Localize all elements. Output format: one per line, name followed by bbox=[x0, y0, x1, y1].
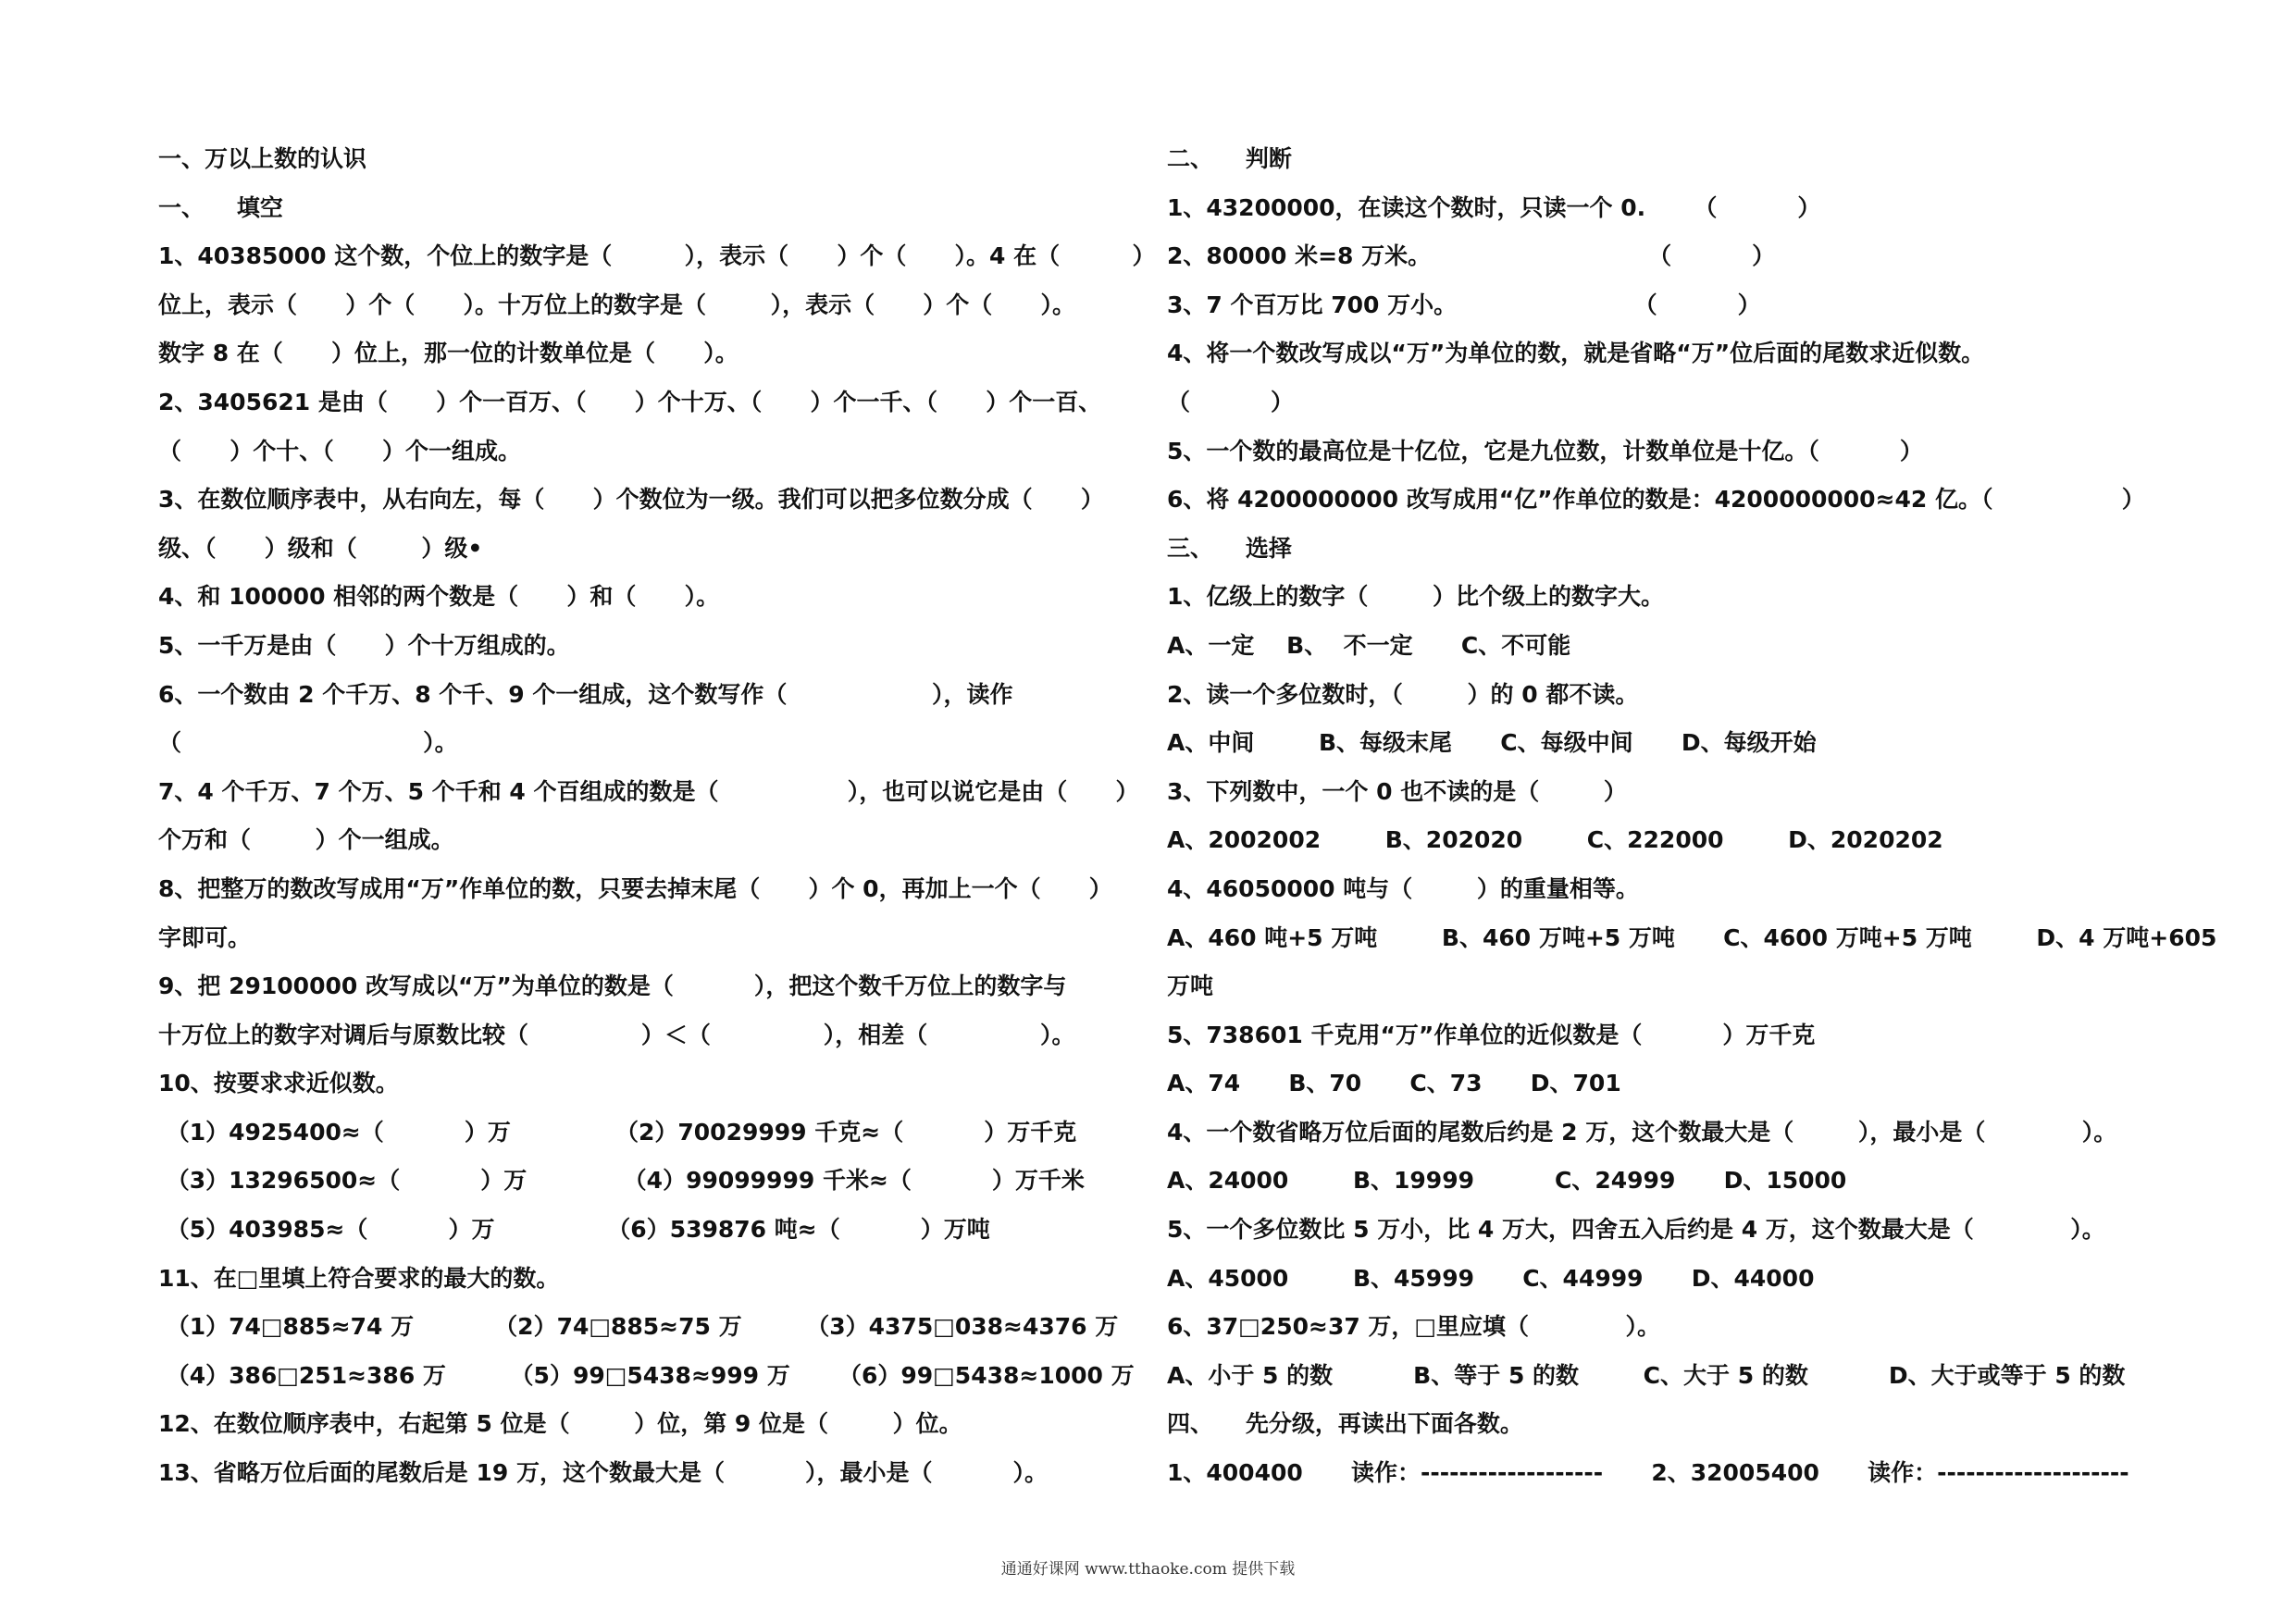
right-column-line: A、74 B、70 C、73 D、701 bbox=[1167, 1070, 1621, 1097]
left-column-line: 位上，表示（ ）个（ ）。十万位上的数字是（ ），表示（ ）个（ ）。 bbox=[158, 291, 1076, 318]
left-column-line: 12、在数位顺序表中，右起第 5 位是（ ）位，第 9 位是（ ）位。 bbox=[158, 1410, 962, 1438]
left-column-line: 1、40385000 这个数，个位上的数字是（ ），表示（ ）个（ ）。4 在（ ） bbox=[158, 242, 1156, 270]
right-column-line: 万吨 bbox=[1167, 973, 1214, 1000]
right-column-line: 1、43200000，在读这个数时，只读一个 0. （ ） bbox=[1167, 193, 1821, 221]
left-column-line: 一、万以上数的认识 bbox=[158, 145, 367, 172]
left-column-line: 数字 8 在（ ）位上，那一位的计数单位是（ ）。 bbox=[158, 340, 738, 367]
right-column-line: 6、37□250≈37 万，□里应填（ ）。 bbox=[1167, 1313, 1660, 1341]
right-column-line: 2、读一个多位数时，（ ）的 0 都不读。 bbox=[1167, 680, 1639, 708]
right-column-line: 6、将 4200000000 改写成用“亿”作单位的数是：4200000000≈42 亿。（ ） bbox=[1167, 486, 2145, 514]
left-column bbox=[158, 135, 1156, 1498]
left-column-line: 字即可。 bbox=[158, 923, 252, 951]
right-column-line: 3、7 个百万比 700 万小。 （ ） bbox=[1167, 291, 1761, 318]
right-column-line: 5、一个数的最高位是十亿位，它是九位数，计数单位是十亿。（ ） bbox=[1167, 437, 1923, 465]
right-column bbox=[1167, 135, 2217, 1498]
left-column-line: 4、和 100000 相邻的两个数是（ ）和（ ）。 bbox=[158, 583, 720, 611]
left-column-line: 个万和（ ）个一组成。 bbox=[158, 826, 454, 854]
right-column-line: A、460 吨+5 万吨 B、460 万吨+5 万吨 C、4600 万吨+5 万吨 D、4 万吨+605 bbox=[1167, 923, 2217, 951]
left-column-line: 6、一个数由 2 个千万、8 个千、9 个一组成，这个数写作（ ），读作 bbox=[158, 680, 1013, 708]
left-column-line: 9、把 29100000 改写成以“万”为单位的数是（ ），把这个数千万位上的数字与 bbox=[158, 973, 1067, 1000]
right-column-line: A、2002002 B、202020 C、222000 D、2020202 bbox=[1167, 826, 1943, 854]
left-column-line: 7、4 个千万、7 个万、5 个千和 4 个百组成的数是（ ），也可以说它是由（ ） bbox=[158, 777, 1139, 805]
left-column-line: 13、省略万位后面的尾数后是 19 万，这个数最大是（ ），最小是（ ）。 bbox=[158, 1459, 1049, 1487]
left-column-line: 十万位上的数字对调后与原数比较（ ）＜（ ），相差（ ）。 bbox=[158, 1021, 1075, 1048]
left-column-line: （1）74□885≈74 万 （2）74□885≈75 万 （3）4375□038≈4376 万 bbox=[158, 1313, 1119, 1341]
right-column-line: 4、46050000 吨与（ ）的重量相等。 bbox=[1167, 874, 1639, 902]
right-column-line: 4、将一个数改写成以“万”为单位的数，就是省略“万”位后面的尾数求近似数。 bbox=[1167, 340, 1985, 367]
right-column-line: 2、80000 米=8 万米。 （ ） bbox=[1167, 242, 1776, 270]
right-column-line: 3、下列数中，一个 0 也不读的是（ ） bbox=[1167, 777, 1627, 805]
right-column-line: 四、 先分级，再读出下面各数。 bbox=[1167, 1410, 1523, 1438]
right-column-line: A、24000 B、19999 C、24999 D、15000 bbox=[1167, 1167, 1847, 1195]
left-column-line: 5、一千万是由（ ）个十万组成的。 bbox=[158, 631, 570, 659]
left-column-line: 2、3405621 是由（ ）个一百万、（ ）个十万、（ ）个一千、（ ）个一百、 bbox=[158, 388, 1102, 415]
left-column-line: 10、按要求求近似数。 bbox=[158, 1070, 399, 1097]
left-column-line: 3、在数位顺序表中，从右向左，每（ ）个数位为一级。我们可以把多位数分成（ ） bbox=[158, 486, 1104, 514]
right-column-line: 4、一个数省略万位后面的尾数后约是 2 万，这个数最大是（ ），最小是（ ）。 bbox=[1167, 1118, 2117, 1146]
left-column-line: （3）13296500≈（ ）万 （4）99099999 千米≈（ ）万千米 bbox=[158, 1167, 1085, 1195]
left-column-line: （ ）。 bbox=[158, 729, 458, 757]
right-column-line: A、小于 5 的数 B、等于 5 的数 C、大于 5 的数 D、大于或等于 5 的数 bbox=[1167, 1361, 2126, 1389]
right-column-line: A、一定 B、 不一定 C、不可能 bbox=[1167, 631, 1571, 659]
right-column-line: 三、 选择 bbox=[1167, 534, 1292, 562]
left-column-line: （ ）个十、（ ）个一组成。 bbox=[158, 437, 521, 465]
right-column-line: 1、亿级上的数字（ ）比个级上的数字大。 bbox=[1167, 583, 1665, 611]
right-column-line: 二、 判断 bbox=[1167, 145, 1292, 172]
left-column-line: 11、在□里填上符合要求的最大的数。 bbox=[158, 1264, 560, 1292]
right-column-line: A、中间 B、每级末尾 C、每级中间 D、每级开始 bbox=[1167, 729, 1817, 757]
right-column-line: （ ） bbox=[1167, 388, 1295, 415]
page-footer: 通通好课网 www.tthaoke.com 提供下载 bbox=[1000, 1560, 1296, 1579]
left-column-line: 级、（ ）级和（ ）级• bbox=[158, 534, 483, 562]
right-column-line: 5、738601 千克用“万”作单位的近似数是（ ）万千克 bbox=[1167, 1021, 1816, 1048]
left-column-line: （4）386□251≈386 万 （5）99□5438≈999 万 （6）99□5438≈1000 万 bbox=[158, 1361, 1135, 1389]
left-column-line: 一、 填空 bbox=[158, 193, 283, 221]
left-column-line: （5）403985≈（ ）万 （6）539876 吨≈（ ）万吨 bbox=[158, 1216, 990, 1244]
right-column-line: A、45000 B、45999 C、44999 D、44000 bbox=[1167, 1264, 1815, 1292]
left-column-line: （1）4925400≈（ ）万 （2）70029999 千克≈（ ）万千克 bbox=[158, 1118, 1077, 1146]
left-column-line: 8、把整万的数改写成用“万”作单位的数，只要去掉末尾（ ）个 0，再加上一个（ ） bbox=[158, 874, 1112, 902]
right-column-line: 5、一个多位数比 5 万小，比 4 万大，四舍五入后约是 4 万，这个数最大是（ ）。 bbox=[1167, 1216, 2105, 1244]
right-column-line: 1、400400 读作：------------------- 2、32005400 读作：-------------------- bbox=[1167, 1459, 2129, 1487]
